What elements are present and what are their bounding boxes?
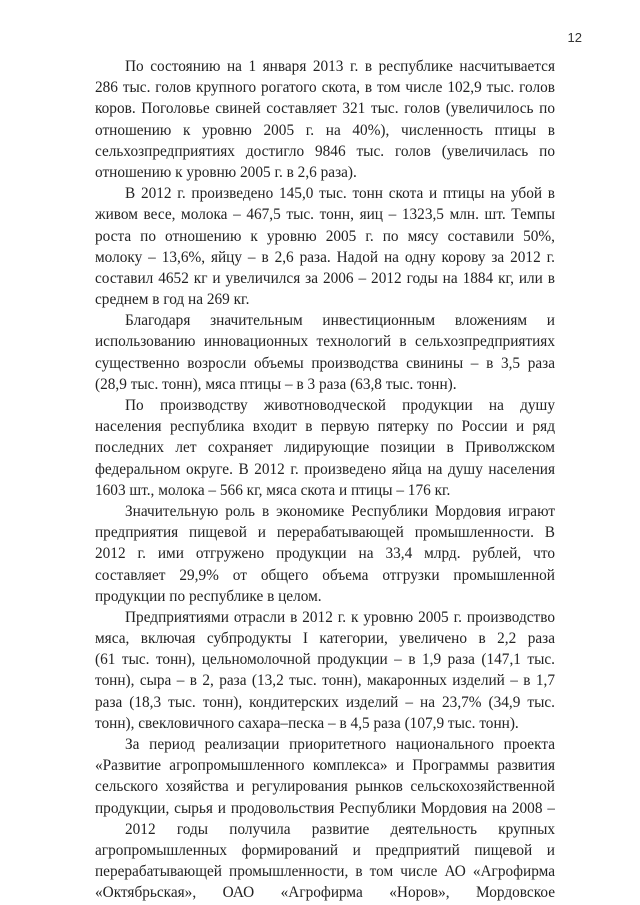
text-line: Значительную роль в экономике Республики Мордовия играют bbox=[125, 502, 555, 520]
text-line: федеральном округе. В 2012 г. произведено яйца на душу населения bbox=[95, 460, 555, 478]
text-line: коров. Поголовье свиней составляет 321 тыс. голов (увеличилось по bbox=[95, 100, 555, 118]
text-line: составляет 29,9% от общего объема отгрузки промышленной bbox=[95, 566, 555, 584]
text-line: существенно возросли объемы производства свинины – в 3,5 раза bbox=[95, 354, 555, 372]
text-line: 1603 шт., молока – 566 кг, мяса скота и птицы – 176 кг. bbox=[95, 481, 451, 499]
text-line: использованию инновационных технологий в сельхозпредприятиях bbox=[95, 333, 555, 351]
text-line: перерабатывающей промышленности, в том числе АО «Агрофирма bbox=[95, 863, 555, 881]
paragraph-per-capita bbox=[95, 395, 555, 501]
text-line: Предприятиями отрасли в 2012 г. к уровню 2005 г. производство bbox=[125, 608, 555, 626]
text-line: предприятия пищевой и перерабатывающей промышленности. В bbox=[95, 524, 555, 542]
text-line: тонн), свекловичного сахара–песка – в 4,5 раза (107,9 тыс. тонн). bbox=[95, 714, 519, 732]
document-body bbox=[95, 56, 555, 904]
text-line: сельхозпредприятиях достигло 9846 тыс. голов (увеличилась по bbox=[95, 142, 555, 160]
text-line: составил 4652 кг и увеличился за 2006 – 2012 годы на 1884 кг, или в bbox=[95, 269, 555, 287]
paragraph-investments bbox=[95, 310, 555, 395]
text-line: (61 тыс. тонн), цельномолочной продукции – в 1,9 раза (147,1 тыс. bbox=[95, 651, 555, 669]
paragraph-food-industry bbox=[95, 501, 555, 607]
text-line: среднем в год на 269 кг. bbox=[95, 291, 250, 309]
text-line: сельского хозяйства и регулирования рынков сельскохозяйственной bbox=[95, 778, 555, 796]
text-line: «Развитие агропромышленного комплекса» и Программы развития bbox=[95, 757, 555, 775]
text-line: последних лет сохраняет лидирующие позиции в Приволжском bbox=[95, 439, 555, 457]
text-line: мяса, включая субпродукты I категории, увеличено в 2,2 раза bbox=[95, 630, 555, 648]
text-line: 2012 г. ими отгружено продукции на 33,4 млрд. рублей, что bbox=[95, 545, 555, 563]
text-line: отношению к уровню 2005 г. в 2,6 раза). bbox=[95, 163, 357, 181]
text-line: По состоянию на 1 января 2013 г. в республике насчитывается bbox=[125, 58, 555, 75]
text-line: (28,9 тыс. тонн), мяса птицы – в 3 раза (63,8 тыс. тонн). bbox=[95, 375, 457, 393]
page-number: 12 bbox=[567, 30, 582, 45]
paragraph-production-2012 bbox=[95, 183, 555, 310]
text-line: За период реализации приоритетного национального проекта bbox=[125, 736, 555, 753]
text-line: населения республика входит в первую пятерку по России и ряд bbox=[95, 418, 555, 436]
text-line: 2012 годы получила развитие деятельность крупных bbox=[125, 820, 555, 838]
text-line: молоку – 13,6%, яйцу – в 2,6 раза. Надой на одну корову за 2012 г. bbox=[95, 248, 555, 266]
text-line: агропромышленных формирований и предприятий пищевой и bbox=[95, 841, 555, 859]
paragraph-livestock bbox=[95, 56, 555, 183]
text-line: По производству животноводческой продукции на душу bbox=[125, 397, 555, 414]
text-line: В 2012 г. произведено 145,0 тыс. тонн скота и птицы на убой в bbox=[125, 185, 555, 203]
paragraph-national-project bbox=[95, 734, 555, 904]
text-line: 286 тыс. голов крупного рогатого скота, в том числе 102,9 тыс. голов bbox=[95, 79, 555, 97]
text-line: живом весе, молока – 467,5 тыс. тонн, яиц – 1323,5 млн. шт. Темпы bbox=[95, 206, 555, 224]
text-line: роста по отношению к уровню 2005 г. по мясу составили 50%, bbox=[95, 227, 555, 245]
text-line: продукции по республике в целом. bbox=[95, 587, 322, 605]
paragraph-industry-output bbox=[95, 607, 555, 734]
text-line: тонн), сыра – в 2, раза (13,2 тыс. тонн), макаронных изделий – в 1,7 bbox=[95, 672, 555, 690]
text-line: отношению к уровню 2005 г. на 40%), численность птицы в bbox=[95, 121, 555, 139]
text-line: Благодаря значительным инвестиционным вложениям и bbox=[125, 312, 555, 330]
text-line: раза (18,3 тыс. тонн), кондитерских изделий – на 23,7% (34,9 тыс. bbox=[95, 693, 555, 711]
text-line: «Октябрьская», ОАО «Агрофирма «Норов», Мордовское bbox=[95, 884, 555, 902]
text-line: продукции, сырья и продовольствия Республики Мордовия на 2008 – bbox=[95, 799, 555, 817]
